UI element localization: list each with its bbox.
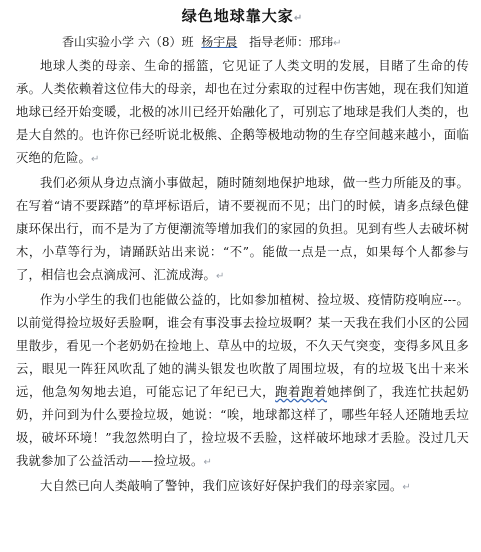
paragraph-mark-icon: ↵ — [215, 271, 225, 282]
paragraph-3 — [16, 289, 469, 474]
byline — [62, 31, 469, 55]
essay-title-text: 绿色地球靠大家 — [181, 7, 294, 25]
paragraph-3-text-a: 作为小学生的我们也能做公益的，比如参加植树、捡垃圾、疫情防疫响应---。以前觉得捡垃圾好丢脸啊，谁会有事没事去捡垃圾啊？某一天我在我们小区的公园里散步，看见一个老奶奶在捡地上、草丛中的垃圾，不久天气突变，变得多风且多云，眼见一阵狂风吹乱了她的满头银发也吹散了周围垃圾，有的垃圾飞出十来米远，他急匆匆地去追，可能忘记了年纪已大， — [16, 293, 469, 399]
paragraph-mark-icon: ↵ — [203, 457, 213, 468]
paragraph-mark-icon: ↵ — [293, 13, 304, 24]
paragraph-3-text-b: 她摔倒了，我连忙扶起奶奶，并问到为什么要捡垃圾，她说：“唉，地球都这样了，哪些年轻人还随地丢垃圾，破坏环境！”我忽然明白了，捡垃圾不丢脸，这样破坏地球才丢脸。没过几天我就参加了公益活动——捡垃圾。 — [16, 385, 469, 468]
paragraph-4 — [16, 475, 469, 499]
paragraph-1-text: 地球人类的母亲、生命的摇篮，它见证了人类文明的发展，目睹了生命的传承。人类依赖着这位伟大的母亲，却也在过分索取的过程中伤害她，现在我们知道地球已经开始变暖，北极的冰川已经开始融化了，可别忘了地球是我们人类的，也是大自然的。也许你已经听说北极熊、企鹅等极地动物的生存空间越来越小，面临灭绝的危险。 — [16, 59, 469, 165]
teacher-label: 指导老师：邢玮 — [249, 35, 334, 49]
paragraph-mark-icon: ↵ — [333, 38, 342, 49]
essay-title — [16, 6, 469, 29]
author-name: 杨宇晨 — [201, 35, 238, 49]
paragraph-2 — [16, 172, 469, 288]
paragraph-mark-icon: ↵ — [90, 154, 100, 165]
school-class: 香山实验小学 六（8）班 — [62, 35, 194, 49]
paragraph-1 — [16, 55, 469, 171]
spellcheck-flagged-text[interactable]: 跑着跑着 — [275, 385, 327, 399]
paragraph-2-text: 我们必须从身边点滴小事做起，随时随刻地保护地球，做一些力所能及的事。在写着“请不要踩踏”的草坪标语后，请不要视而不见；出门的时候，请多点绿色健康环保出行，而不是为了方便潮流等增加我们的家园的负担。见到有些人去破坏树木，小草等行为，请踊跃站出来说：“不”。能做一点是一点，如果每个人都参与了，相信也会点滴成河、汇流成海。 — [16, 176, 469, 282]
paragraph-mark-icon: ↵ — [402, 482, 412, 493]
paragraph-4-text: 大自然已向人类敲响了警钟，我们应该好好保护我们的母亲家园。 — [40, 479, 403, 493]
